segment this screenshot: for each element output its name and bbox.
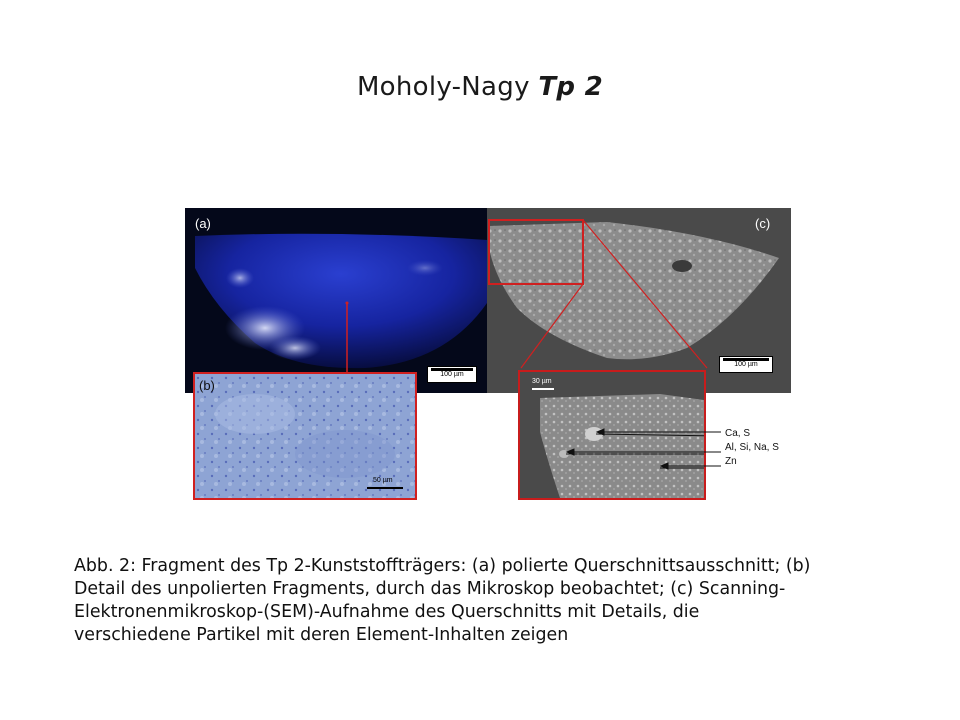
caption-line-4: verschiedene Partikel mit deren Element-Inhalten zeigen <box>74 625 569 645</box>
sem-detail-scale-text: 30 µm <box>532 378 552 385</box>
panel-b-scalebar-line <box>367 487 403 489</box>
panel-a-label: (a) <box>195 216 211 231</box>
caption-line-3: Elektronenmikroskop-(SEM)-Aufnahme des Querschnitts mit Details, die <box>74 602 700 622</box>
sem-detail-scalebar-line <box>532 388 554 390</box>
panel-a-scale-text: 100 µm <box>440 371 464 378</box>
panel-c-scalebar <box>719 356 773 373</box>
element-label-ca-s: Ca, S <box>725 428 751 439</box>
figure-caption <box>74 555 904 647</box>
title-main: Moholy-Nagy <box>356 72 539 102</box>
panel-sem-detail-image <box>518 370 706 500</box>
sem-detail-graphic <box>520 372 704 498</box>
caption-line-2: Detail des unpolierten Fragments, durch das Mikroskop beobachtet; (c) Scanning- <box>74 579 786 599</box>
panel-c-sem-image <box>487 208 791 393</box>
caption-line-1: Abb. 2: Fragment des Tp 2-Kunststoffträgers: (a) polierte Querschnittsausschnitt; (b) <box>74 556 811 576</box>
page-title <box>0 72 960 102</box>
figure <box>185 208 791 500</box>
title-italic: Tp 2 <box>538 72 604 102</box>
panel-b-label: (b) <box>199 378 215 393</box>
panel-b-scale-text: 50 µm <box>373 477 393 484</box>
panel-a-optical-image <box>185 208 487 393</box>
panel-a-scalebar <box>427 366 477 383</box>
element-label-zn: Zn <box>725 456 737 467</box>
panel-b-detail-image <box>193 372 417 500</box>
panel-c-label: (c) <box>755 216 771 231</box>
element-labels <box>725 424 779 468</box>
element-label-al-si-na-s: Al, Si, Na, S <box>725 442 779 453</box>
panel-c-scale-text: 100 µm <box>734 361 758 368</box>
